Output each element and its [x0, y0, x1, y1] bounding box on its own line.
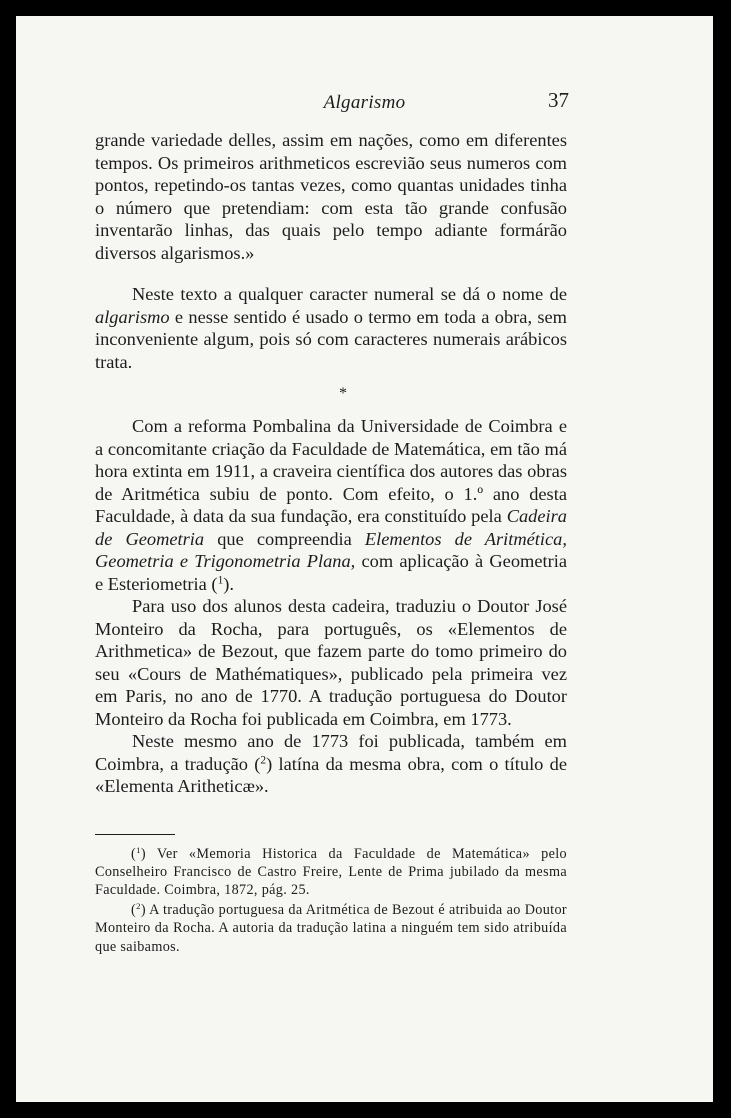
footnote-ref-2[interactable]: 2 [260, 754, 267, 767]
page-number: 37 [548, 88, 569, 112]
paragraph-3-text-a: Com a reforma Pombalina da Universidade de Coimbra e a concomitante criação da Faculdade de Matemática, em tão má hora extinta em 1911, a craveira científica dos autores das obras de Aritmética subiu de ponto. Com efeito, o 1.º ano desta Faculdade, à data da sua fundação, era constituído pela [95, 416, 567, 526]
footnote-2: ($^2$) A tradução portuguesa da Aritmética de Bezout é atribuida ao Doutor Monteiro da Rocha. A autoria da tradução latina a ninguém tem sido atribuída que saibamos. [95, 901, 567, 955]
paragraph-5-text-a: Neste mesmo ano de 1773 foi publicada, também em Coimbra, a tradução ( [95, 731, 567, 774]
paragraph-4 [95, 595, 567, 730]
footnote-rule [95, 834, 175, 835]
footnote-2-text: A tradução portuguesa da Aritmética de Bezout é atribuida ao Doutor Monteiro da Rocha. A autoria da tradução latina a ninguém tem sido atribuída que saibamos. [95, 902, 567, 955]
footnote-1: ($^1$) Ver «Memoria Historica da Faculdade de Matemática» pelo Conselheiro Francisco de Castro Freire, Lente de Prima jubilado da mesma Faculdade. Coimbra, 1872, pág. 25. [95, 844, 567, 898]
paragraph-3 [95, 415, 567, 595]
section-separator: * [339, 385, 347, 402]
paragraph-2 [95, 283, 567, 373]
footnote-1-mark: 1 [136, 844, 141, 855]
footnote-ref-1[interactable]: 1 [217, 574, 224, 587]
footnote-2-mark: 2 [136, 901, 141, 912]
footnotes [95, 845, 567, 956]
paragraph-3-text-b: que compreendia [204, 528, 365, 549]
paragraph-2-italic-term: algarismo [95, 306, 170, 327]
paragraph-4-text: Para uso dos alunos desta cadeira, traduziu o Doutor José Monteiro da Rocha, para português, os «Elementos de Arithmetica» de Bezout, que fazem parte do tomo primeiro do seu «Cours de Mathématiques», publicado pela primeira vez em Paris, no ano de 1770. A tradução portuguesa do Doutor Monteiro da Rocha foi publicada em Coimbra, em 1773. [95, 596, 567, 729]
paragraph-3-text-c: com aplicação à Geometria e Esteriometria ( [95, 551, 567, 594]
paragraph-5 [95, 730, 567, 798]
paragraph-2-text-b: e nesse sentido é usado o termo em toda a obra, sem inconveniente algum, pois só com caracteres numerais arábicos trata. [95, 306, 567, 372]
running-title: Algarismo [323, 92, 406, 113]
paragraph-3-italic-2: Elementos de Aritmética, Geometria e Trigonometria Plana, [95, 528, 567, 571]
paragraph-1-text: grande variedade delles, assim em nações, como em diferentes tempos. Os primeiros arithmeticos escrevião seus numeros com pontos, repetindo-os tantas vezes, como quantas unidades tinha o número que pretendiam: com esta tão grande confusão inventarão linhas, das quais pelo tempo adiante formárão diversos algarismos.» [95, 130, 567, 263]
paragraph-3-italic-1: Cadeira de Geometria [95, 506, 567, 549]
page-header [16, 88, 713, 120]
paragraph-5-text-b: ) latína da mesma obra, com o título de «Elementa Aritheticæ». [95, 753, 568, 796]
book-page [16, 16, 713, 1102]
paragraph-1 [95, 129, 567, 264]
footnote-1-text: Ver «Memoria Historica da Faculdade de Matemática» pelo Conselheiro Francisco de Castro Freire, Lente de Prima jubilado da mesma Faculdade. Coimbra, 1872, pág. 25. [95, 845, 567, 898]
body-text [95, 129, 567, 956]
paragraph-3-text-d: ). [223, 573, 234, 594]
paragraph-2-text-a: Neste texto a qualquer caracter numeral se dá o nome de [132, 284, 567, 304]
